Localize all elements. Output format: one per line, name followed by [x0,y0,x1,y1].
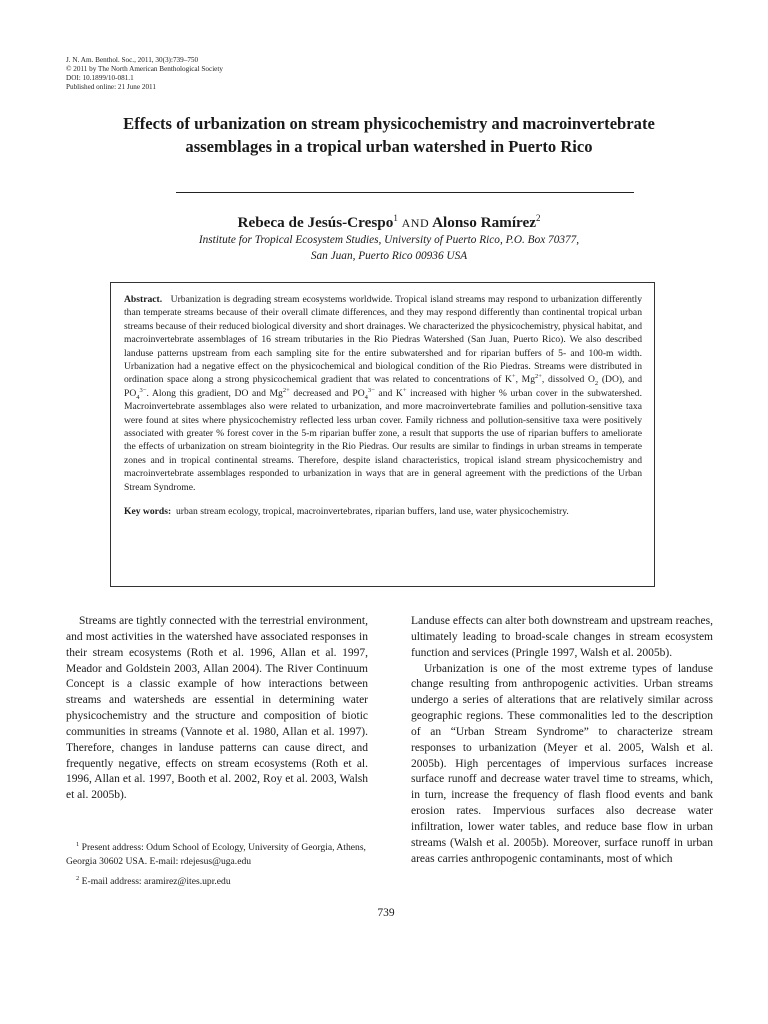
keywords-list: urban stream ecology, tropical, macroinvertebrates, riparian buffers, land use, water physicochemistry. [175,506,569,518]
footnotes [66,838,368,892]
abstract-sup: 2+ [535,373,542,381]
body-paragraph: Landuse effects can alter both downstream and upstream reaches, ultimately leading to broad-scale changes in stream ecosystem function and services (Pringle 1997, Walsh et al. 2005b). [411,615,713,659]
footnote-1-text: Present address: Odum School of Ecology, University of Georgia, Athens, Georgia 30602 USA. E-mail: rdejesus@uga.edu [66,842,366,868]
abstract-text: decreased and PO [289,387,365,399]
journal-header [66,56,386,92]
author-connector: AND [401,216,430,231]
abstract-text: and K [374,387,403,399]
footnote-1 [66,838,368,869]
abstract-sup: 2+ [282,386,290,394]
abstract-sub: 4 [364,393,368,401]
keywords [124,505,642,518]
author-1-footnote-mark: 1 [393,213,398,223]
author-1: Rebeca de Jesús-Crespo [237,214,394,232]
body-column-right [411,614,713,868]
body-column-left [66,614,368,804]
author-2-footnote-mark: 2 [536,213,541,223]
affiliation-line-2: San Juan, Puerto Rico 00936 USA [310,249,468,262]
footnote-2-mark: 2 [76,875,80,883]
abstract-text: Urbanization is degrading stream ecosystems worldwide. Tropical island streams may respond to urbanization differently than temperate streams because of their overall climate differences, and they may respond differently than continental tropical urban streams because of their reduced biological diversity and short drainages. We characterized the physicochemistry, physical habitat, and macroinvertebrate assemblages of 16 stream tributaries in the Rio Piedras Watershed (San Juan, Puerto Rico). We also described landuse patterns upstream from each sampling site for the entire subwatershed and for riparian buffers of 5- and 100-m width. Urbanization had a negative effect on the physicochemical and biological condition of the Rio Piedras. Streams were distributed in ordination space along a strong physicochemical gradient that was related to concentrations of K [124,294,643,386]
abstract-box [110,282,655,587]
footnote-1-mark: 1 [76,841,80,848]
journal-citation: J. N. Am. Benthol. Soc., 2011, 30(3):739–750 [66,56,199,64]
doi-line: DOI: 10.1899/10-081.1 [66,74,134,82]
abstract-sub: 2 [594,380,599,388]
footnote-2 [66,872,368,889]
title-divider [176,192,634,193]
abstract-sup: 3− [367,386,375,394]
keywords-label: Key words: [124,506,172,518]
abstract-sub: 4 [136,393,140,401]
body-paragraph: Urbanization is one of the most extreme types of landuse change resulting from anthropogenic activities. Urban streams undergo a series of alterations that are relatively similar across geographic regions. These commonalities led to the description of an “Urban Stream Syndrome” to characterize stream responses to urbanization (Meyer et al. 2005, Walsh et al. 2005b). High percentages of impervious surfaces increase surface runoff and decrease water travel time to streams, which, in turn, increase the frequency of flash flood events and bank erosion rates. Impervious surfaces also decrease water infiltration, lower water tables, and reduce base flow in urban streams (Walsh et al. 2005b). Moreover, surface runoff in urban areas carries anthropogenic contaminants, most of which [411,662,713,865]
body-paragraph: Streams are tightly connected with the terrestrial environment, and most activities in the watershed have associated responses in their stream ecosystems (Roth et al. 1996, Allan et al. 1997, Meador and Goldstein 2003, Allan 2004). The River Continuum Concept is a classic example of how interactions between streams and watersheds are essential in determining water physicochemistry and the structure and composition of biotic communities in streams (Vannote et al. 1980, Allan et al. 1997). Therefore, changes in landuse patterns can cause direct, and frequently negative, effects on stream ecosystems (Roth et al. 1996, Allan et al. 1997, Booth et al. 2002, Roy et al. 2003, Walsh et al. 2005b). [66,615,368,802]
page-number: 739 [377,907,395,919]
abstract-text: increased with higher % urban cover in the subwatershed. Macroinvertebrate assemblages also were related to urbanization, and more macroinvertebrate families and pollution-sensitive taxa were found at sites where physicochemistry reflected less urban cover. Family richness and pollution-sensitive taxa were positively associated with greater % forest cover in the 5-m riparian buffer zone, a result that supports the use of riparian buffers to ameliorate the effects of urbanization on stream biointegrity in the Rio Piedras. Our results are similar to findings in urban streams in temperate zones and in tropical continental streams. Therefore, despite island characteristics, tropical island stream physicochemistry and macroinvertebrate assemblages responded to urbanization in ways that are in general agreement with the predictions of the Urban Stream Syndrome. [124,387,643,493]
footnote-2-text: E-mail address: aramirez@ites.upr.edu [81,876,231,888]
published-line: Published online: 21 June 2011 [66,83,156,91]
author-2: Alonso Ramírez [432,214,536,232]
abstract-sup: 3− [139,386,147,394]
abstract-text: (DO), and PO [124,374,643,399]
abstract-paragraph [124,293,642,494]
author-line [118,208,660,233]
affiliation [118,233,660,264]
abstract-label: Abstract. [124,294,163,305]
abstract-text: , Mg [515,374,535,386]
abstract-text: . Along this gradient, DO and Mg [146,387,283,399]
article-title: Effects of urbanization on stream physicochemistry and macroinvertebrate assemblages in a tropical urban watershed in Puerto Rico [123,114,655,156]
abstract-sup: + [402,386,407,394]
affiliation-line-1: Institute for Tropical Ecosystem Studies, University of Puerto Rico, P.O. Box 70377, [198,234,580,246]
copyright-line: © 2011 by The North American Benthological Society [66,65,223,73]
abstract-text: , dissolved O [541,374,595,386]
abstract-sup: + [511,373,516,381]
